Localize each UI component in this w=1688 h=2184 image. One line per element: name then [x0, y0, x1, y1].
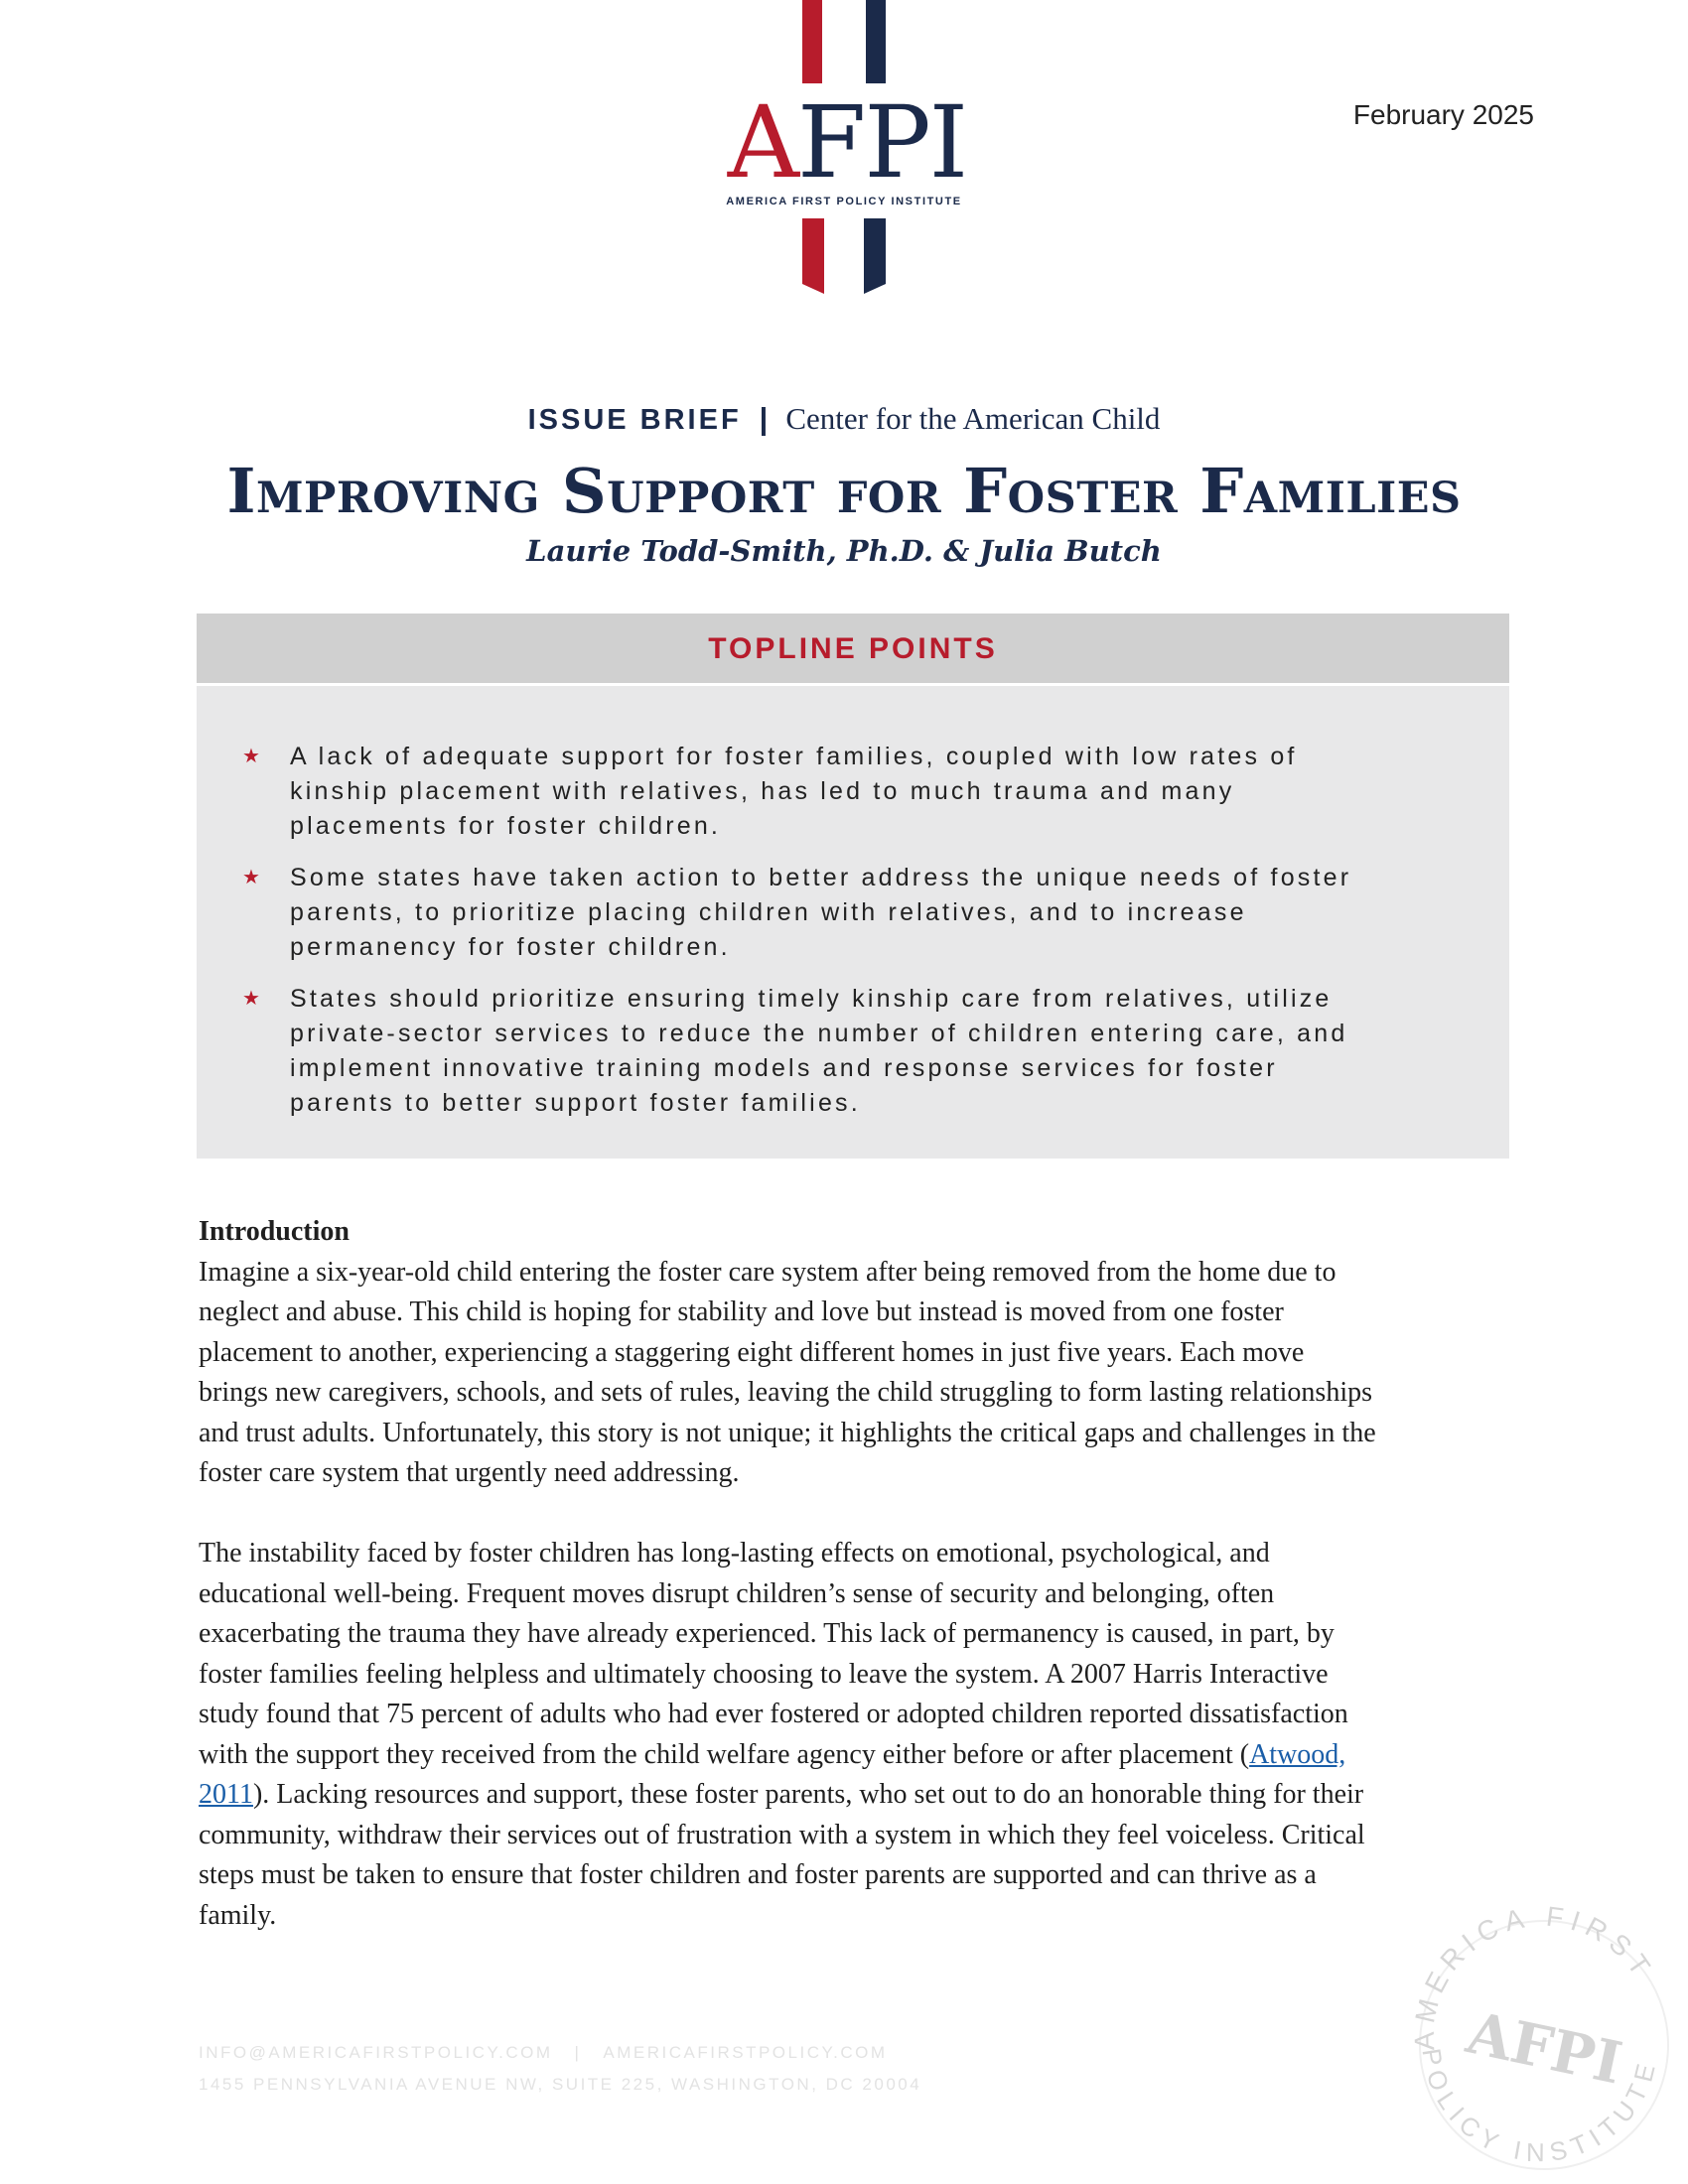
paragraph-line: study found that 75 percent of adults who had ever fostered or adopted children reported dissatisfaction [199, 1699, 1348, 1729]
paragraph-2 [199, 1534, 1499, 1936]
point-line: States should prioritize ensuring timely kinship care from relatives, utilize [290, 985, 1333, 1013]
point-line: Some states have taken action to better address the unique needs of foster [290, 864, 1352, 891]
paragraph-line: community, withdraw their services out of frustration with a system in which they feel voiceless. Critical [199, 1819, 1365, 1850]
logo-bar-navy-top [866, 0, 886, 83]
center-name: Center for the American Child [785, 401, 1161, 436]
paragraph-line: neglect and abuse. This child is hoping for stability and love but instead is moved from one foster [199, 1297, 1284, 1327]
point-line: parents to better support foster families. [290, 1089, 861, 1117]
citation-link-year[interactable]: 2011 [199, 1779, 253, 1810]
topline-heading: TOPLINE POINTS [708, 632, 998, 665]
afpi-seal-watermark [1395, 1891, 1683, 2179]
logo-subtitle: AMERICA FIRST POLICY INSTITUTE [726, 196, 962, 207]
paragraph-line: brings new caregivers, schools, and sets of rules, leaving the child struggling to form lasting relationships [199, 1377, 1372, 1408]
section-heading: Introduction [199, 1216, 350, 1247]
publication-date: February 2025 [1352, 99, 1534, 130]
logo-wordmark: AFPI [727, 84, 967, 201]
seal-center-text: AFPI [1461, 1998, 1628, 2098]
line-text: ). Lacking resources and support, these foster parents, who set out to do an honorable thing for their [252, 1779, 1364, 1810]
paragraph-line [199, 1775, 1499, 1816]
topline-point-1 [242, 740, 1434, 844]
seal-bottom-text: POLICY INSTITUTE [1416, 2046, 1663, 2168]
point-line: parents, to prioritize placing children with relatives, and to increase [290, 898, 1247, 926]
paragraph-line: family. [199, 1899, 277, 1931]
point-line: private-sector services to reduce the number of children entering care, and [290, 1020, 1348, 1047]
line-text: with the support they received from the child welfare agency either before or after placement ( [199, 1738, 1250, 1770]
logo-ribbon-red [802, 218, 824, 294]
topline-point-2 [242, 861, 1434, 965]
paragraph-line: steps must be taken to ensure that foster children and foster parents are supported and can thrive as a [199, 1859, 1317, 1890]
footer-email[interactable]: INFO@AMERICAFIRSTPOLICY.COM [199, 2043, 553, 2062]
logo-ribbon-navy [864, 218, 886, 294]
footer-address: 1455 PENNSYLVANIA AVENUE NW, SUITE 225, WASHINGTON, DC 20004 [199, 2075, 922, 2094]
star-icon: ★ [242, 746, 264, 767]
point-line: implement innovative training models and response services for foster [290, 1054, 1278, 1082]
topline-header [197, 614, 1509, 683]
star-icon: ★ [242, 867, 264, 888]
point-line: placements for foster children. [290, 812, 722, 840]
topline-points [197, 686, 1509, 1159]
paragraph-line: The instability faced by foster children has long-lasting effects on emotional, psychological, and [199, 1538, 1270, 1569]
footer-contact [199, 2043, 1092, 2063]
authors: Laurie Todd-Smith, Ph.D. & Julia Butch [526, 534, 1162, 568]
point-line: A lack of adequate support for foster families, coupled with low rates of [290, 743, 1298, 770]
paragraph-line: and trust adults. Unfortunately, this story is not unique; it highlights the critical gaps and challenges in the [199, 1417, 1376, 1448]
kicker-separator: | [759, 401, 769, 436]
topline-point-3 [242, 982, 1434, 1121]
star-icon: ★ [242, 988, 264, 1010]
paragraph-line: foster families feeling helpless and ultimately choosing to leave the system. A 2007 Harris Interactive [199, 1658, 1329, 1690]
seal-top-text: AMERICA FIRST [1408, 1900, 1660, 2051]
page-title: Improving Support for Foster Families [226, 455, 1462, 527]
paragraph-line: exacerbating the trauma they have already experienced. This lack of permanency is caused, in part, by [199, 1618, 1335, 1649]
footer-separator: | [574, 2043, 582, 2062]
paragraph-line: foster care system that urgently need addressing. [199, 1457, 740, 1488]
logo-bar-red-top [802, 0, 822, 83]
paragraph-line [199, 1735, 1499, 1776]
intro-section [199, 1212, 1499, 1494]
paragraph-line: educational well-being. Frequent moves disrupt children’s sense of security and belonging, often [199, 1577, 1275, 1609]
citation-link[interactable]: Atwood, [1249, 1738, 1346, 1770]
paragraph-line: placement to another, experiencing a staggering eight different homes in just five years. Each move [199, 1336, 1305, 1368]
point-line: kinship placement with relatives, has led to much trauma and many [290, 777, 1235, 805]
issue-kicker [0, 401, 1688, 437]
paragraph-line: Imagine a six-year-old child entering the foster care system after being removed from the home due to [199, 1256, 1336, 1288]
footer-website[interactable]: AMERICAFIRSTPOLICY.COM [603, 2043, 888, 2062]
point-line: permanency for foster children. [290, 933, 731, 961]
issue-brief-label: ISSUE BRIEF [527, 404, 742, 436]
